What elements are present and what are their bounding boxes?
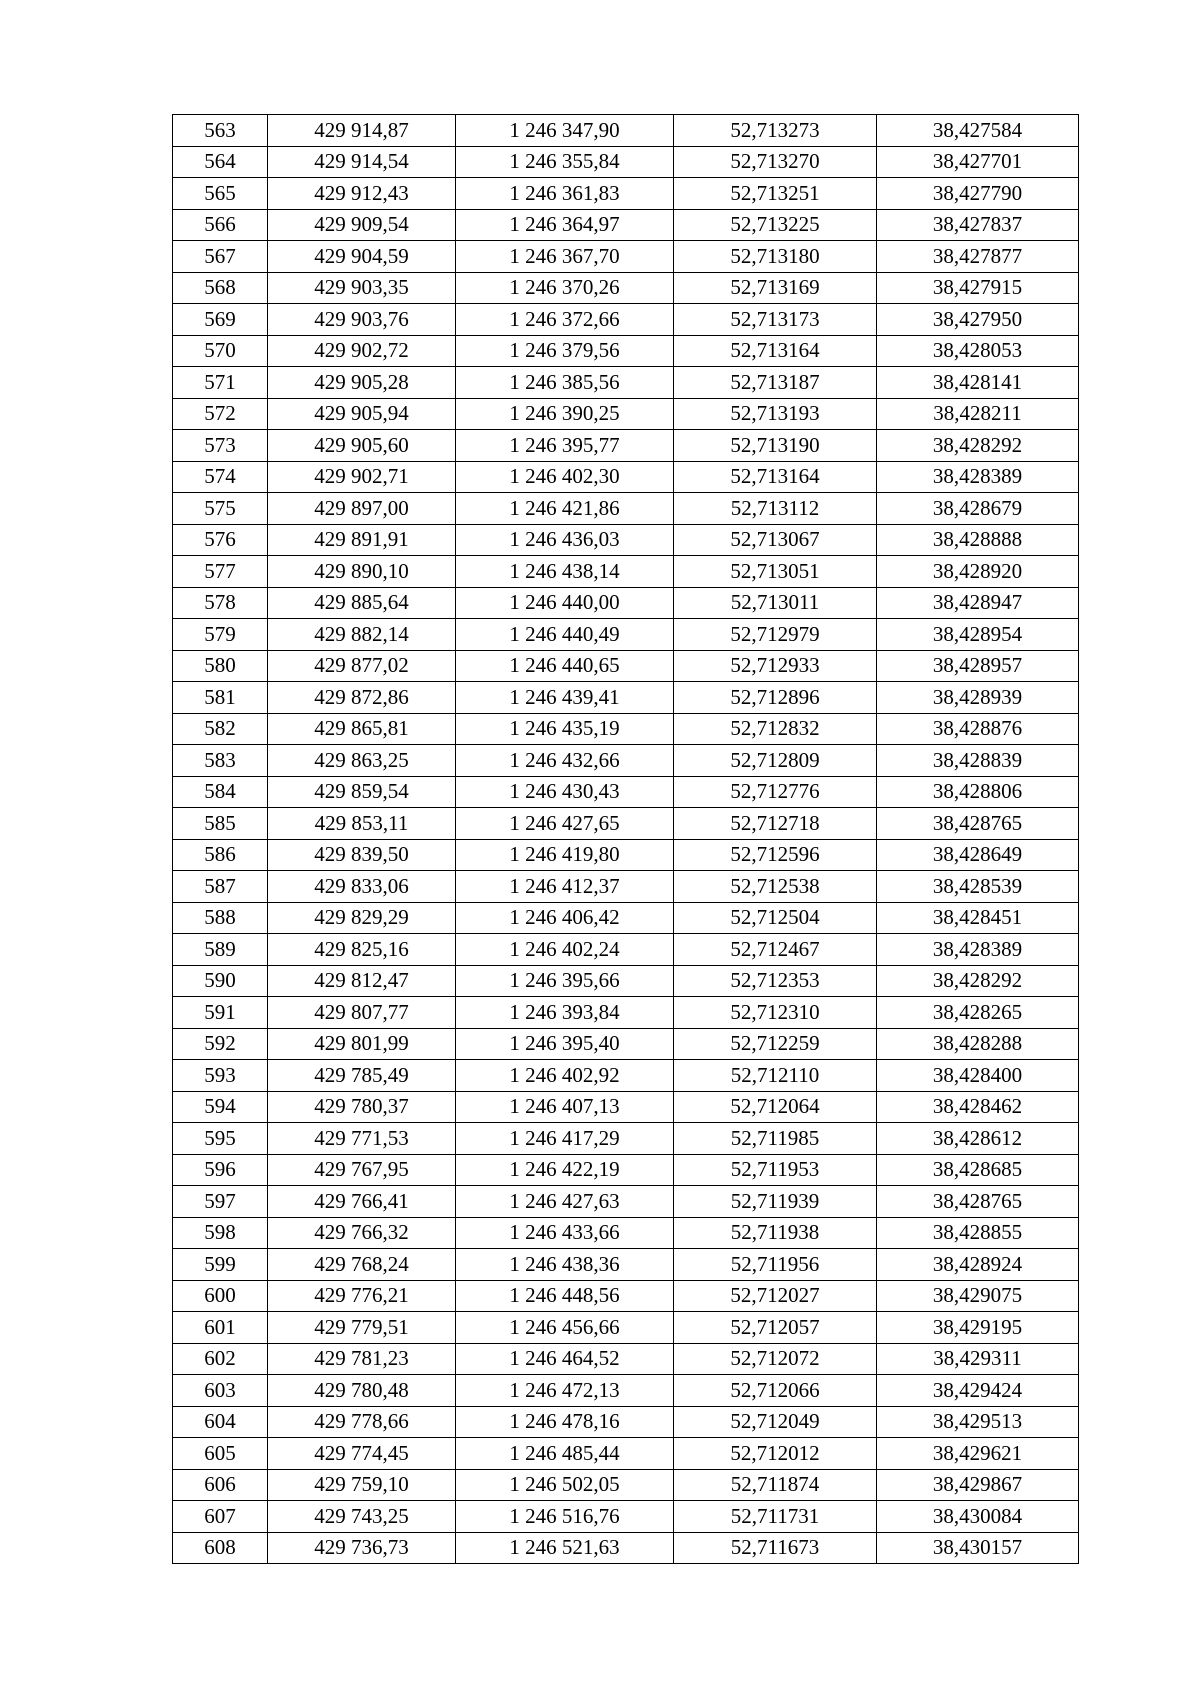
x-coordinate-cell: 429 897,00: [268, 493, 456, 525]
table-row: [173, 587, 1079, 619]
longitude-cell: 38,429513: [877, 1406, 1079, 1438]
y-coordinate-cell: 1 246 372,66: [456, 304, 674, 336]
latitude-cell: 52,713193: [674, 398, 877, 430]
x-coordinate-cell: 429 905,28: [268, 367, 456, 399]
point-number-cell: 589: [173, 934, 268, 966]
y-coordinate-cell: 1 246 430,43: [456, 776, 674, 808]
longitude-cell: 38,428292: [877, 430, 1079, 462]
point-number-cell: 601: [173, 1312, 268, 1344]
table-row: [173, 524, 1079, 556]
point-number-cell: 579: [173, 619, 268, 651]
y-coordinate-cell: 1 246 439,41: [456, 682, 674, 714]
x-coordinate-cell: 429 905,60: [268, 430, 456, 462]
latitude-cell: 52,711874: [674, 1469, 877, 1501]
table-row: [173, 808, 1079, 840]
longitude-cell: 38,428765: [877, 1186, 1079, 1218]
table-row: [173, 209, 1079, 241]
y-coordinate-cell: 1 246 417,29: [456, 1123, 674, 1155]
y-coordinate-cell: 1 246 427,65: [456, 808, 674, 840]
table-row: [173, 115, 1079, 147]
x-coordinate-cell: 429 825,16: [268, 934, 456, 966]
latitude-cell: 52,713051: [674, 556, 877, 588]
latitude-cell: 52,713164: [674, 461, 877, 493]
x-coordinate-cell: 429 885,64: [268, 587, 456, 619]
x-coordinate-cell: 429 839,50: [268, 839, 456, 871]
y-coordinate-cell: 1 246 456,66: [456, 1312, 674, 1344]
point-number-cell: 588: [173, 902, 268, 934]
x-coordinate-cell: 429 766,32: [268, 1217, 456, 1249]
y-coordinate-cell: 1 246 435,19: [456, 713, 674, 745]
point-number-cell: 577: [173, 556, 268, 588]
point-number-cell: 574: [173, 461, 268, 493]
x-coordinate-cell: 429 768,24: [268, 1249, 456, 1281]
latitude-cell: 52,711731: [674, 1501, 877, 1533]
point-number-cell: 585: [173, 808, 268, 840]
y-coordinate-cell: 1 246 440,49: [456, 619, 674, 651]
point-number-cell: 605: [173, 1438, 268, 1470]
point-number-cell: 569: [173, 304, 268, 336]
x-coordinate-cell: 429 909,54: [268, 209, 456, 241]
latitude-cell: 52,712259: [674, 1028, 877, 1060]
y-coordinate-cell: 1 246 385,56: [456, 367, 674, 399]
table-row: [173, 934, 1079, 966]
longitude-cell: 38,428389: [877, 934, 1079, 966]
table-row: [173, 1249, 1079, 1281]
x-coordinate-cell: 429 863,25: [268, 745, 456, 777]
x-coordinate-cell: 429 771,53: [268, 1123, 456, 1155]
longitude-cell: 38,427837: [877, 209, 1079, 241]
y-coordinate-cell: 1 246 438,36: [456, 1249, 674, 1281]
point-number-cell: 572: [173, 398, 268, 430]
point-number-cell: 595: [173, 1123, 268, 1155]
x-coordinate-cell: 429 891,91: [268, 524, 456, 556]
longitude-cell: 38,428939: [877, 682, 1079, 714]
latitude-cell: 52,713273: [674, 115, 877, 147]
latitude-cell: 52,712933: [674, 650, 877, 682]
x-coordinate-cell: 429 776,21: [268, 1280, 456, 1312]
y-coordinate-cell: 1 246 421,86: [456, 493, 674, 525]
point-number-cell: 567: [173, 241, 268, 273]
table-row: [173, 1406, 1079, 1438]
x-coordinate-cell: 429 807,77: [268, 997, 456, 1029]
y-coordinate-cell: 1 246 402,30: [456, 461, 674, 493]
latitude-cell: 52,712809: [674, 745, 877, 777]
y-coordinate-cell: 1 246 433,66: [456, 1217, 674, 1249]
point-number-cell: 575: [173, 493, 268, 525]
longitude-cell: 38,428292: [877, 965, 1079, 997]
x-coordinate-cell: 429 914,54: [268, 146, 456, 178]
table-row: [173, 1469, 1079, 1501]
point-number-cell: 608: [173, 1532, 268, 1564]
table-row: [173, 556, 1079, 588]
x-coordinate-cell: 429 766,41: [268, 1186, 456, 1218]
x-coordinate-cell: 429 759,10: [268, 1469, 456, 1501]
point-number-cell: 594: [173, 1091, 268, 1123]
x-coordinate-cell: 429 882,14: [268, 619, 456, 651]
latitude-cell: 52,711956: [674, 1249, 877, 1281]
point-number-cell: 607: [173, 1501, 268, 1533]
point-number-cell: 604: [173, 1406, 268, 1438]
point-number-cell: 597: [173, 1186, 268, 1218]
y-coordinate-cell: 1 246 406,42: [456, 902, 674, 934]
latitude-cell: 52,711985: [674, 1123, 877, 1155]
point-number-cell: 596: [173, 1154, 268, 1186]
point-number-cell: 592: [173, 1028, 268, 1060]
latitude-cell: 52,712596: [674, 839, 877, 871]
table-row: [173, 1312, 1079, 1344]
point-number-cell: 580: [173, 650, 268, 682]
x-coordinate-cell: 429 905,94: [268, 398, 456, 430]
table-row: [173, 776, 1079, 808]
longitude-cell: 38,427915: [877, 272, 1079, 304]
y-coordinate-cell: 1 246 355,84: [456, 146, 674, 178]
y-coordinate-cell: 1 246 367,70: [456, 241, 674, 273]
table-row: [173, 1060, 1079, 1092]
y-coordinate-cell: 1 246 395,66: [456, 965, 674, 997]
y-coordinate-cell: 1 246 419,80: [456, 839, 674, 871]
longitude-cell: 38,427950: [877, 304, 1079, 336]
table-row: [173, 1186, 1079, 1218]
y-coordinate-cell: 1 246 427,63: [456, 1186, 674, 1218]
longitude-cell: 38,429075: [877, 1280, 1079, 1312]
y-coordinate-cell: 1 246 472,13: [456, 1375, 674, 1407]
point-number-cell: 578: [173, 587, 268, 619]
point-number-cell: 583: [173, 745, 268, 777]
y-coordinate-cell: 1 246 516,76: [456, 1501, 674, 1533]
table-row: [173, 965, 1079, 997]
longitude-cell: 38,428806: [877, 776, 1079, 808]
x-coordinate-cell: 429 780,37: [268, 1091, 456, 1123]
longitude-cell: 38,427790: [877, 178, 1079, 210]
y-coordinate-cell: 1 246 502,05: [456, 1469, 674, 1501]
y-coordinate-cell: 1 246 422,19: [456, 1154, 674, 1186]
point-number-cell: 584: [173, 776, 268, 808]
y-coordinate-cell: 1 246 485,44: [456, 1438, 674, 1470]
table-row: [173, 1091, 1079, 1123]
latitude-cell: 52,712538: [674, 871, 877, 903]
point-number-cell: 591: [173, 997, 268, 1029]
y-coordinate-cell: 1 246 407,13: [456, 1091, 674, 1123]
y-coordinate-cell: 1 246 361,83: [456, 178, 674, 210]
longitude-cell: 38,428765: [877, 808, 1079, 840]
longitude-cell: 38,428839: [877, 745, 1079, 777]
x-coordinate-cell: 429 778,66: [268, 1406, 456, 1438]
table-row: [173, 745, 1079, 777]
coordinates-table-body: [173, 115, 1079, 1564]
latitude-cell: 52,712832: [674, 713, 877, 745]
point-number-cell: 599: [173, 1249, 268, 1281]
x-coordinate-cell: 429 904,59: [268, 241, 456, 273]
y-coordinate-cell: 1 246 438,14: [456, 556, 674, 588]
table-row: [173, 997, 1079, 1029]
y-coordinate-cell: 1 246 432,66: [456, 745, 674, 777]
longitude-cell: 38,428947: [877, 587, 1079, 619]
table-row: [173, 1154, 1079, 1186]
latitude-cell: 52,712012: [674, 1438, 877, 1470]
x-coordinate-cell: 429 812,47: [268, 965, 456, 997]
x-coordinate-cell: 429 914,87: [268, 115, 456, 147]
y-coordinate-cell: 1 246 395,77: [456, 430, 674, 462]
latitude-cell: 52,713173: [674, 304, 877, 336]
x-coordinate-cell: 429 780,48: [268, 1375, 456, 1407]
x-coordinate-cell: 429 833,06: [268, 871, 456, 903]
point-number-cell: 582: [173, 713, 268, 745]
table-row: [173, 146, 1079, 178]
longitude-cell: 38,428924: [877, 1249, 1079, 1281]
latitude-cell: 52,712064: [674, 1091, 877, 1123]
y-coordinate-cell: 1 246 364,97: [456, 209, 674, 241]
y-coordinate-cell: 1 246 448,56: [456, 1280, 674, 1312]
longitude-cell: 38,429867: [877, 1469, 1079, 1501]
x-coordinate-cell: 429 903,76: [268, 304, 456, 336]
latitude-cell: 52,712049: [674, 1406, 877, 1438]
point-number-cell: 576: [173, 524, 268, 556]
point-number-cell: 581: [173, 682, 268, 714]
longitude-cell: 38,428855: [877, 1217, 1079, 1249]
longitude-cell: 38,427877: [877, 241, 1079, 273]
table-row: [173, 713, 1079, 745]
point-number-cell: 600: [173, 1280, 268, 1312]
latitude-cell: 52,712072: [674, 1343, 877, 1375]
longitude-cell: 38,427584: [877, 115, 1079, 147]
point-number-cell: 590: [173, 965, 268, 997]
longitude-cell: 38,428954: [877, 619, 1079, 651]
x-coordinate-cell: 429 774,45: [268, 1438, 456, 1470]
x-coordinate-cell: 429 902,72: [268, 335, 456, 367]
latitude-cell: 52,713270: [674, 146, 877, 178]
longitude-cell: 38,429621: [877, 1438, 1079, 1470]
longitude-cell: 38,428649: [877, 839, 1079, 871]
latitude-cell: 52,712057: [674, 1312, 877, 1344]
longitude-cell: 38,428685: [877, 1154, 1079, 1186]
table-row: [173, 1217, 1079, 1249]
longitude-cell: 38,428451: [877, 902, 1079, 934]
y-coordinate-cell: 1 246 440,00: [456, 587, 674, 619]
point-number-cell: 598: [173, 1217, 268, 1249]
longitude-cell: 38,428462: [877, 1091, 1079, 1123]
table-row: [173, 1532, 1079, 1564]
latitude-cell: 52,711673: [674, 1532, 877, 1564]
longitude-cell: 38,428888: [877, 524, 1079, 556]
coordinates-table: [172, 114, 1079, 1564]
x-coordinate-cell: 429 912,43: [268, 178, 456, 210]
latitude-cell: 52,712467: [674, 934, 877, 966]
point-number-cell: 586: [173, 839, 268, 871]
latitude-cell: 52,711939: [674, 1186, 877, 1218]
table-row: [173, 493, 1079, 525]
table-row: [173, 304, 1079, 336]
x-coordinate-cell: 429 767,95: [268, 1154, 456, 1186]
longitude-cell: 38,428265: [877, 997, 1079, 1029]
table-row: [173, 430, 1079, 462]
x-coordinate-cell: 429 781,23: [268, 1343, 456, 1375]
longitude-cell: 38,429311: [877, 1343, 1079, 1375]
latitude-cell: 52,712110: [674, 1060, 877, 1092]
x-coordinate-cell: 429 872,86: [268, 682, 456, 714]
table-row: [173, 871, 1079, 903]
y-coordinate-cell: 1 246 521,63: [456, 1532, 674, 1564]
point-number-cell: 571: [173, 367, 268, 399]
latitude-cell: 52,713180: [674, 241, 877, 273]
latitude-cell: 52,712896: [674, 682, 877, 714]
longitude-cell: 38,428211: [877, 398, 1079, 430]
table-row: [173, 682, 1079, 714]
latitude-cell: 52,712027: [674, 1280, 877, 1312]
longitude-cell: 38,428539: [877, 871, 1079, 903]
point-number-cell: 568: [173, 272, 268, 304]
x-coordinate-cell: 429 902,71: [268, 461, 456, 493]
latitude-cell: 52,712310: [674, 997, 877, 1029]
point-number-cell: 603: [173, 1375, 268, 1407]
longitude-cell: 38,428612: [877, 1123, 1079, 1155]
table-row: [173, 1343, 1079, 1375]
longitude-cell: 38,430084: [877, 1501, 1079, 1533]
table-row: [173, 619, 1079, 651]
table-row: [173, 461, 1079, 493]
latitude-cell: 52,713112: [674, 493, 877, 525]
longitude-cell: 38,428679: [877, 493, 1079, 525]
y-coordinate-cell: 1 246 379,56: [456, 335, 674, 367]
point-number-cell: 573: [173, 430, 268, 462]
point-number-cell: 564: [173, 146, 268, 178]
table-row: [173, 1501, 1079, 1533]
longitude-cell: 38,428920: [877, 556, 1079, 588]
y-coordinate-cell: 1 246 412,37: [456, 871, 674, 903]
y-coordinate-cell: 1 246 395,40: [456, 1028, 674, 1060]
point-number-cell: 602: [173, 1343, 268, 1375]
latitude-cell: 52,711953: [674, 1154, 877, 1186]
point-number-cell: 606: [173, 1469, 268, 1501]
longitude-cell: 38,428288: [877, 1028, 1079, 1060]
point-number-cell: 566: [173, 209, 268, 241]
x-coordinate-cell: 429 736,73: [268, 1532, 456, 1564]
latitude-cell: 52,713251: [674, 178, 877, 210]
x-coordinate-cell: 429 865,81: [268, 713, 456, 745]
latitude-cell: 52,712353: [674, 965, 877, 997]
y-coordinate-cell: 1 246 402,24: [456, 934, 674, 966]
table-row: [173, 1375, 1079, 1407]
latitude-cell: 52,711938: [674, 1217, 877, 1249]
longitude-cell: 38,428141: [877, 367, 1079, 399]
table-row: [173, 398, 1079, 430]
y-coordinate-cell: 1 246 393,84: [456, 997, 674, 1029]
y-coordinate-cell: 1 246 436,03: [456, 524, 674, 556]
longitude-cell: 38,428957: [877, 650, 1079, 682]
latitude-cell: 52,713164: [674, 335, 877, 367]
x-coordinate-cell: 429 877,02: [268, 650, 456, 682]
x-coordinate-cell: 429 779,51: [268, 1312, 456, 1344]
y-coordinate-cell: 1 246 440,65: [456, 650, 674, 682]
table-row: [173, 367, 1079, 399]
y-coordinate-cell: 1 246 390,25: [456, 398, 674, 430]
point-number-cell: 587: [173, 871, 268, 903]
x-coordinate-cell: 429 890,10: [268, 556, 456, 588]
y-coordinate-cell: 1 246 347,90: [456, 115, 674, 147]
table-row: [173, 1280, 1079, 1312]
table-row: [173, 1028, 1079, 1060]
point-number-cell: 570: [173, 335, 268, 367]
table-row: [173, 650, 1079, 682]
latitude-cell: 52,712504: [674, 902, 877, 934]
longitude-cell: 38,428400: [877, 1060, 1079, 1092]
point-number-cell: 565: [173, 178, 268, 210]
table-row: [173, 1438, 1079, 1470]
point-number-cell: 593: [173, 1060, 268, 1092]
table-row: [173, 839, 1079, 871]
latitude-cell: 52,712776: [674, 776, 877, 808]
latitude-cell: 52,712979: [674, 619, 877, 651]
table-row: [173, 902, 1079, 934]
x-coordinate-cell: 429 785,49: [268, 1060, 456, 1092]
latitude-cell: 52,713067: [674, 524, 877, 556]
longitude-cell: 38,428053: [877, 335, 1079, 367]
longitude-cell: 38,428876: [877, 713, 1079, 745]
y-coordinate-cell: 1 246 370,26: [456, 272, 674, 304]
x-coordinate-cell: 429 801,99: [268, 1028, 456, 1060]
longitude-cell: 38,429195: [877, 1312, 1079, 1344]
latitude-cell: 52,713187: [674, 367, 877, 399]
table-row: [173, 241, 1079, 273]
table-row: [173, 1123, 1079, 1155]
latitude-cell: 52,713190: [674, 430, 877, 462]
longitude-cell: 38,429424: [877, 1375, 1079, 1407]
latitude-cell: 52,713169: [674, 272, 877, 304]
x-coordinate-cell: 429 829,29: [268, 902, 456, 934]
latitude-cell: 52,713011: [674, 587, 877, 619]
x-coordinate-cell: 429 859,54: [268, 776, 456, 808]
point-number-cell: 563: [173, 115, 268, 147]
longitude-cell: 38,427701: [877, 146, 1079, 178]
table-row: [173, 178, 1079, 210]
x-coordinate-cell: 429 743,25: [268, 1501, 456, 1533]
longitude-cell: 38,428389: [877, 461, 1079, 493]
latitude-cell: 52,712066: [674, 1375, 877, 1407]
table-row: [173, 272, 1079, 304]
x-coordinate-cell: 429 853,11: [268, 808, 456, 840]
latitude-cell: 52,713225: [674, 209, 877, 241]
latitude-cell: 52,712718: [674, 808, 877, 840]
y-coordinate-cell: 1 246 402,92: [456, 1060, 674, 1092]
y-coordinate-cell: 1 246 464,52: [456, 1343, 674, 1375]
table-row: [173, 335, 1079, 367]
y-coordinate-cell: 1 246 478,16: [456, 1406, 674, 1438]
longitude-cell: 38,430157: [877, 1532, 1079, 1564]
x-coordinate-cell: 429 903,35: [268, 272, 456, 304]
